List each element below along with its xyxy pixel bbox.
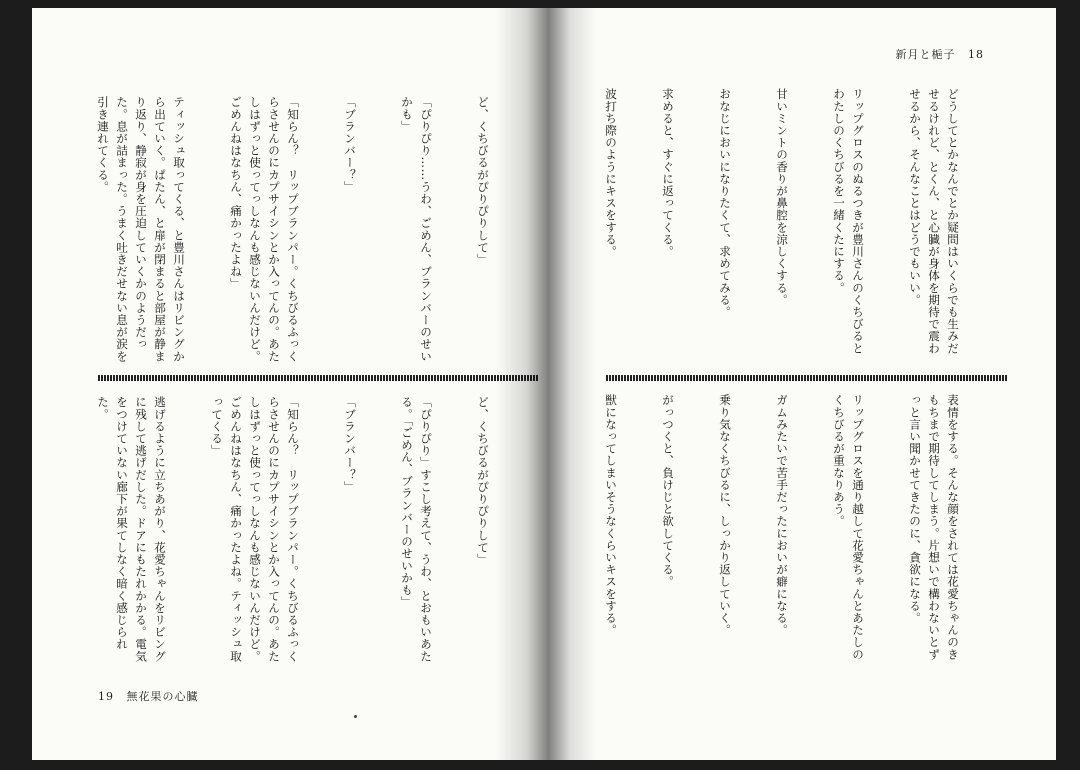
paragraph: 求めると、すぐに返ってくる。 [661, 88, 675, 258]
paragraph: 「ブランバー？」 [343, 96, 357, 193]
page-number: 18 [968, 48, 984, 61]
right-page-top-text [600, 88, 1000, 366]
right-page-header [896, 46, 985, 62]
paragraph: リップグロスを通り越して花愛ちゃんとあたしのくちびるが重なりあう。 [832, 394, 865, 661]
paragraph: ティッシュ取ってくる、と豊川さんはリビングから出ていく。ぱたん、と扉が閉まると部屋が静まり返り、静寂が身を圧迫していくかのようだった。息が詰まった。うまく吐きだせない息が涙を引き連れてくる。 [96, 96, 186, 363]
paragraph: 「ぴりぴり」すこし考えて、うわ、とおもいあたる。「ごめん、ブランバーのせいかも」 [400, 396, 433, 663]
print-speck [354, 715, 357, 718]
left-page [32, 8, 552, 760]
paragraph: 「ぴりぴり……うわ、ごめん、ブランバーのせいかも」 [400, 96, 433, 363]
left-page-footer [98, 688, 199, 704]
paragraph: リップグロスのぬるつきが豊川さんのくちびるとわたしのくちびるを一緒くたにする。 [832, 88, 865, 355]
page-number: 19 [98, 690, 114, 703]
paragraph: おなじにおいになりたくて、求めてみる。 [718, 88, 732, 318]
paragraph: 逃げるように立ちあがり、花愛ちゃんをリビングに残して逃げだした。ドアにもたれかかる。電気をつけていない廊下が果てしなく暗く感じられた。 [96, 396, 167, 663]
paragraph: 獣になってしまいそうなくらいキスをする。 [604, 394, 618, 636]
right-page-bottom-text [600, 394, 1000, 668]
section-divider [606, 375, 1008, 381]
right-page [548, 8, 1056, 760]
paragraph: 「知らん？ リップブランパー。くちびるふっくらさせんのにカプサイシンとか入ってんの。あたしはずっと使ってっしなんも感じないんだけど。ごめんねはなちん、痛かったよね。ティッシュ取ってくる」 [210, 396, 300, 663]
section-divider [98, 375, 538, 381]
running-title: 無花果の心臓 [126, 690, 199, 703]
gutter-shadow [548, 8, 596, 760]
paragraph: どうしてとかなんでとか疑問はいくらでも生みだせるけれど、とくん、と心臓が身体を期待で震わせるから、そんなことはどうでもいい。 [908, 88, 960, 355]
paragraph: ガムみたいで苦手だったにおいが癖になる。 [775, 394, 789, 636]
paragraph: 「知らん？ リップブランパー。くちびるふっくらさせんのにカプサイシンとか入ってんの。あたしはずっと使ってっしなんも感じないんだけど。ごめんねはなちん、痛かったよね」 [229, 96, 300, 363]
paragraph: 甘いミントの香りが鼻腔を涼しくする。 [775, 88, 789, 306]
paragraph: 乗り気なくちびるに、しっかり返していく。 [718, 394, 732, 636]
left-page-bottom-text [90, 396, 530, 668]
paragraph: 「ブランバー？」 [343, 396, 357, 493]
left-page-top-text [90, 96, 530, 366]
paragraph: 波打ち際のようにキスをする。 [604, 88, 618, 258]
paragraph: ど、くちびるがぴりぴりして」 [476, 396, 490, 566]
paragraph: ど、くちびるがぴりぴりして」 [476, 96, 490, 266]
paragraph: がっつくと、負けじと欲してくる。 [661, 394, 675, 588]
gutter-shadow [496, 8, 552, 760]
paragraph: 表情をする。そんな顔をされては花愛ちゃんのきもちまで期待してしまう。片想いで構わないとずっと言い聞かせてきたのに、貪欲になる。 [908, 394, 960, 661]
running-title: 新月と梔子 [895, 48, 956, 61]
